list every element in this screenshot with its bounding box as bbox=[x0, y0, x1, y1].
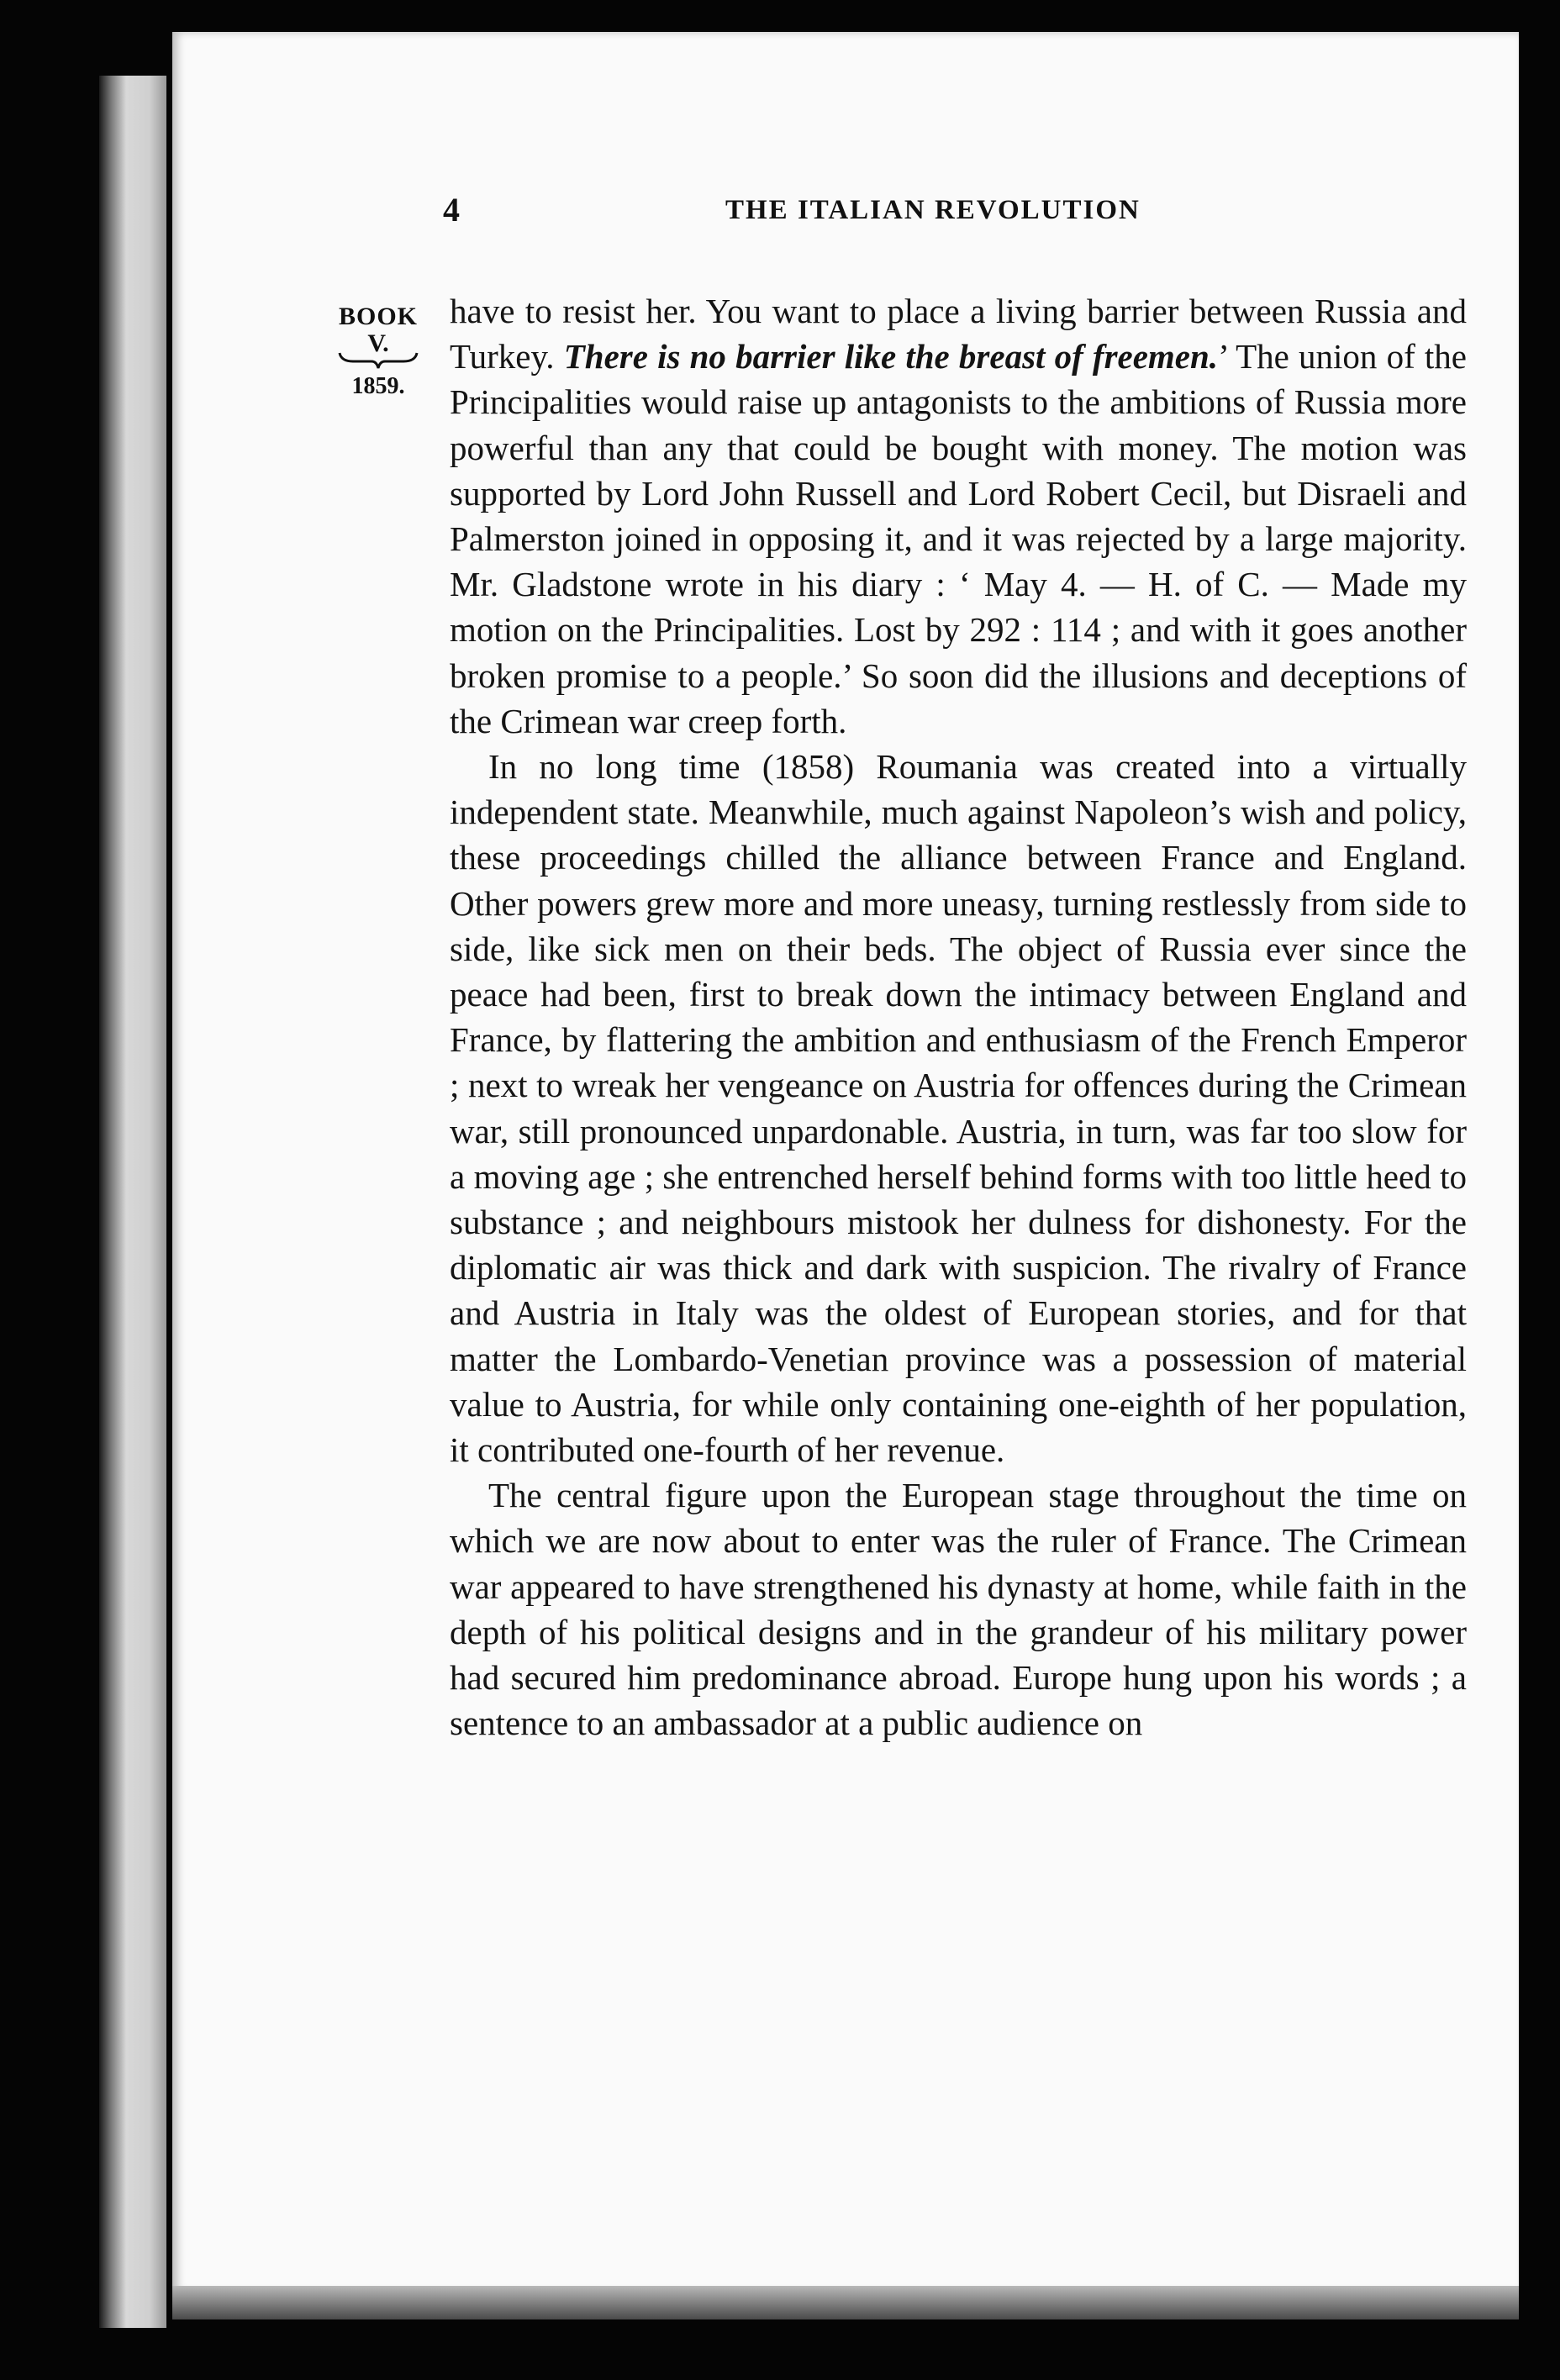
body-text bbox=[450, 288, 1467, 1746]
paragraph-1-lead: have to resist her. You want to place a living barrier between Russia and Turkey. bbox=[450, 292, 1467, 376]
paragraph-1-rest: ’ The union of the Principalities would raise up antagonists to the ambitions of Russia more powerful than any that could be bought with money. The motion was supported by Lord John Russell and Lord Robert Cecil, but Disraeli and Palmerston joined in opposing it, and it was rejected by a large majority. Mr. Gladstone wrote in his diary : ‘ May 4. — H. of C. — Made my motion on the Principalities. Lost by 292 : 114 ; and with it goes another broken promise to a people.’ So soon did the illusions and deceptions of the Crimean war creep forth. bbox=[450, 337, 1467, 740]
paragraph-2: In no long time (1858) Roumania was created into a virtually independent state. Meanwhile, much against Napoleon’s wish and policy, these proceedings chilled the alliance between France and England. Other powers grew more and more uneasy, turning restlessly from side to side, like sick men on their beds. The object of Russia ever since the peace had been, first to break down the intimacy between England and France, by flattering the ambition and enthusiasm of the French Emperor ; next to wreak her vengeance on Austria for offences during the Crimean war, still pronounced unpardonable. Austria, in turn, was far too slow for a moving age ; she entrenched herself behind forms with too little heed to substance ; and neighbours mistook her dulness for dishonesty. For the diplomatic air was thick and dark with suspicion. The rivalry of France and Austria in Italy was the oldest of European stories, and for that matter the Lombardo-Venetian province was a possession of material value to Austria, for while only containing one-eighth of her population, it contributed one-fourth of her revenue. bbox=[450, 747, 1467, 1470]
book-spine-edge bbox=[99, 76, 166, 2328]
running-title: THE ITALIAN REVOLUTION bbox=[725, 195, 1141, 225]
paragraph-1 bbox=[450, 288, 1467, 744]
page-number: 4 bbox=[443, 191, 460, 229]
margin-year-label: 1859. bbox=[351, 373, 405, 399]
page-bottom-edge bbox=[172, 2286, 1519, 2319]
running-head bbox=[172, 190, 1519, 240]
margin-volume-label: V. bbox=[367, 329, 389, 357]
margin-book-label: BOOK bbox=[338, 303, 418, 330]
margin-note bbox=[315, 303, 441, 402]
paragraph-1-italic-quote: There is no barrier like the breast of freemen. bbox=[563, 337, 1219, 376]
book-page bbox=[172, 32, 1519, 2293]
paragraph-3: The central figure upon the European stage throughout the time on which we are now about to enter was the ruler of France. The Crimean war appeared to have strengthened his dynasty at home, while faith in the depth of his political designs and in the grandeur of his military power had secured him predominance abroad. Europe hung upon his words ; a sentence to an ambassador at a public audience on bbox=[450, 1476, 1467, 1743]
